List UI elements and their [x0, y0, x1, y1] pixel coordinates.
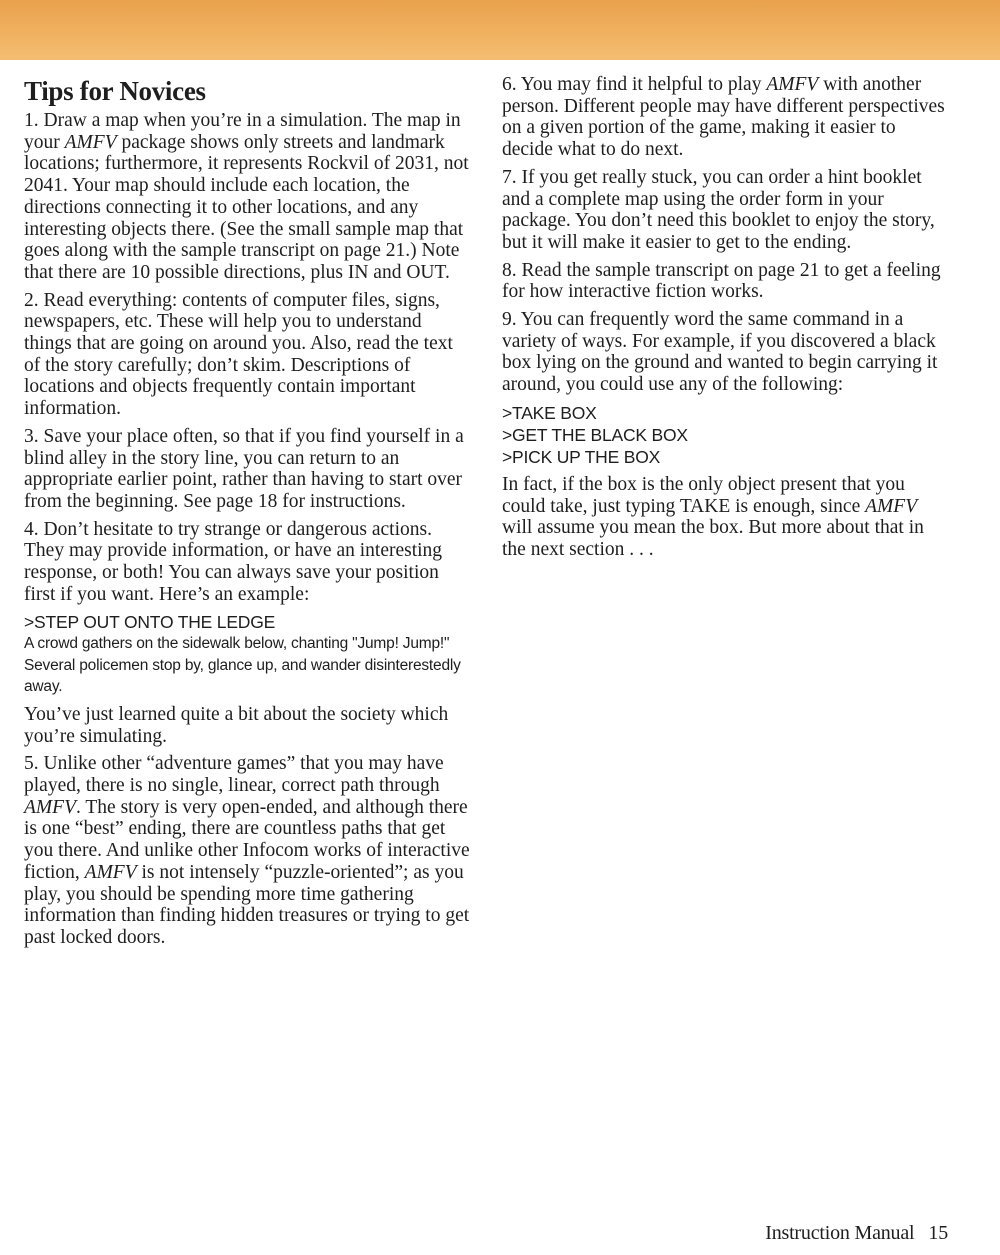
tip-5: 5. Unlike other “adventure games” that you may have played, there is no single, linear, correct path through AMFV. The story is very open-ended, and although there is one “best” ending, there are countless paths that get you there. And unlike other Infocom works of interactive fiction, AMFV is not intensely “puzzle-oriented”; as you play, you should be spending more time gathering information than finding hidden treasures or trying to get past locked doors.: [24, 753, 470, 948]
command-examples: [502, 402, 950, 468]
page-footer: [765, 1222, 948, 1245]
command-example: >TAKE BOX: [502, 402, 597, 423]
tip-6: 6. You may find it helpful to play AMFV with another person. Different people may have different perspectives on a given portion of the game, making it easier to decide what to do next.: [502, 74, 945, 161]
tip-4-followup: You’ve just learned quite a bit about the society which you’re simulating.: [24, 703, 449, 747]
tip-3: 3. Save your place often, so that if you find yourself in a blind alley in the story line, you can return to an appropriate earlier point, rather than having to start over from the beginning. See page 18 for instructions.: [24, 425, 464, 512]
section-heading: Tips for Novices: [24, 76, 206, 106]
footer-label: Instruction Manual: [765, 1222, 915, 1244]
tip-7: 7. If you get really stuck, you can order a hint booklet and a complete map using the order form in your package. You don’t need this booklet to enjoy the story, but it will make it easier to get to the ending.: [502, 166, 935, 253]
command-example: >GET THE BLACK BOX: [502, 424, 688, 445]
example-response: A crowd gathers on the sidewalk below, chanting "Jump! Jump!" Several policemen stop by, glance up, and wander disinterestedly away.: [24, 635, 461, 696]
tip-1: 1. Draw a map when you’re in a simulation. The map in your AMFV package shows only streets and landmark locations; furthermore, it represents Rockvil of 2031, not 2041. Your map should include each location, the directions connecting it to other locations, and any interesting objects there. (See the small sample map that goes along with the sample transcript on page 21.) Note that there are 10 possible directions, plus IN and OUT.: [24, 110, 469, 283]
tip-2: 2. Read everything: contents of computer files, signs, newspapers, etc. These will help you to understand things that are going on around you. Also, read the text of the story carefully; don’t skim. Descriptions of locations and objects frequently contain important information.: [24, 289, 453, 420]
command-example: >PICK UP THE BOX: [502, 446, 661, 467]
left-column: [24, 74, 472, 955]
tip-9: 9. You can frequently word the same command in a variety of ways. For example, if you discovered a black box lying on the ground and wanted to begin carrying it around, you could use any of the following:: [502, 309, 938, 396]
right-column: [502, 74, 950, 567]
tip-4: 4. Don’t hesitate to try strange or dangerous actions. They may provide information, or have an interesting response, or both! You can always save your position first if you want. Here’s an example:: [24, 518, 443, 605]
page-number: 15: [928, 1222, 948, 1244]
top-color-band: [0, 0, 1000, 60]
tip-9-followup: In fact, if the box is the only object present that you could take, just typing TAKE is enough, since AMFV will assume you mean the box. But more about that in the next section . . .: [502, 473, 924, 560]
tip-8: 8. Read the sample transcript on page 21 to get a feeling for how interactive fiction works.: [502, 259, 941, 303]
example-command: >STEP OUT ONTO THE LEDGE: [24, 612, 276, 633]
